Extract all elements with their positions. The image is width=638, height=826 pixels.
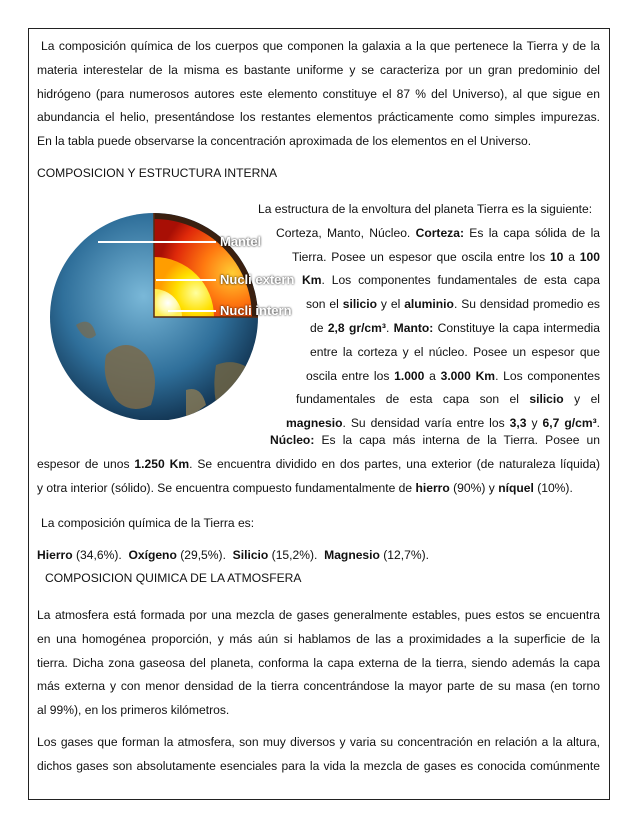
intro-line: La composición química de los cuerpos que componen la galaxia a la que pertenece la Tierra y de la <box>41 39 600 53</box>
atmosphere-paragraph <box>37 731 600 779</box>
label-inner-core: Nucli intern <box>220 303 292 318</box>
atmosphere-line: tierra. Dicha zona gaseosa del planeta, conforma la capa externa de la tierra, siendo además la capa <box>37 655 600 670</box>
nucleo-line: Núcleo: Es la capa más interna de la Tierra. Posee un <box>270 433 600 447</box>
element-value: (34,6%). <box>76 548 122 562</box>
nucleo-line: y otra interior (sólido). Se encuentra compuesto fundamentalmente de hierro (90%) y níquel (10%). <box>37 480 573 495</box>
structure-line: entre la corteza y el núcleo. Posee un espesor que <box>310 344 600 359</box>
intro-paragraph <box>37 35 600 154</box>
structure-line: son el silicio y el aluminio. Su densidad promedio es <box>306 297 600 312</box>
intro-line: materia interestelar de la misma es bastante uniforme y se caracteriza por un gran predominio del <box>37 62 600 77</box>
atmosphere-line: Los gases que forman la atmosfera, son muy diversos y varia su concentración en relación a la altura, <box>37 735 600 749</box>
structure-line: Tierra. Posee un espesor que oscila entre los 10 a 100 <box>292 249 600 264</box>
atmosphere-line: La atmosfera está formada por una mezcla de gases generalmente estables, pues estos se encuentra <box>37 608 600 622</box>
section-heading: COMPOSICION Y ESTRUCTURA INTERNA <box>37 166 278 180</box>
atmosphere-line: en una homogénea proporción, y más aún si hablamos de las a proximidades a la superficie de la <box>37 631 600 646</box>
atmosphere-line: dichos gases son absolutamente esenciales para la vida la mezcla de gases es conocida comúnmente <box>37 758 600 773</box>
element-value: (12,7%). <box>383 548 429 562</box>
section-heading: COMPOSICION QUIMICA DE LA ATMOSFERA <box>45 571 302 585</box>
composition-list <box>37 544 429 568</box>
intro-line: En la tabla puede observarse la concentración aproximada de los elementos en el Universo. <box>37 134 532 149</box>
atmosphere-paragraph <box>37 604 600 723</box>
element-name: Silicio <box>232 548 269 562</box>
label-outer-core: Nucli extern <box>220 272 295 287</box>
structure-line: magnesio. Su densidad varía entre los 3,3 y 6,7 g/cm³. <box>286 416 600 431</box>
structure-line: oscila entre los 1.000 a 3.000 Km. Los componentes <box>306 368 600 383</box>
structure-line: Km. Los componentes fundamentales de esta capa <box>302 273 600 288</box>
nucleo-line: espesor de unos 1.250 Km. Se encuentra dividido en dos partes, una exterior (de naturaleza líquida) <box>37 456 600 471</box>
structure-line: La estructura de la envoltura del planeta Tierra es la siguiente: <box>258 202 593 216</box>
intro-line: abundancia el helio, presentándose los restantes elementos prácticamente como simples impurezas. <box>37 110 600 125</box>
structure-line: de 2,8 gr/cm³. Manto: Constituye la capa intermedia <box>310 320 600 335</box>
intro-line: hidrógeno (para numerosos autores este elemento constituye el 87 % del Universo), al que sigue en <box>37 86 600 101</box>
atmosphere-line: más externa y con menor densidad de la tierra concentrándose la mayor parte de su masa (en torno <box>37 679 600 694</box>
structure-line: Corteza, Manto, Núcleo. Corteza: Es la capa sólida de la <box>276 225 600 240</box>
element-name: Hierro <box>37 548 73 562</box>
element-name: Magnesio <box>324 548 380 562</box>
element-name: Oxígeno <box>128 548 177 562</box>
composition-intro: La composición química de la Tierra es: <box>41 516 255 530</box>
element-value: (29,5%). <box>180 548 226 562</box>
element-value: (15,2%). <box>271 548 318 562</box>
label-mantle: Mantel <box>220 234 262 249</box>
structure-line: fundamentales de esta capa son el silicio y el <box>296 392 600 407</box>
earth-structure-figure <box>36 205 295 420</box>
nucleo-paragraph <box>37 429 600 500</box>
atmosphere-line: al 99%), en los primeros kilómetros. <box>37 703 230 718</box>
structure-paragraph <box>250 198 600 436</box>
